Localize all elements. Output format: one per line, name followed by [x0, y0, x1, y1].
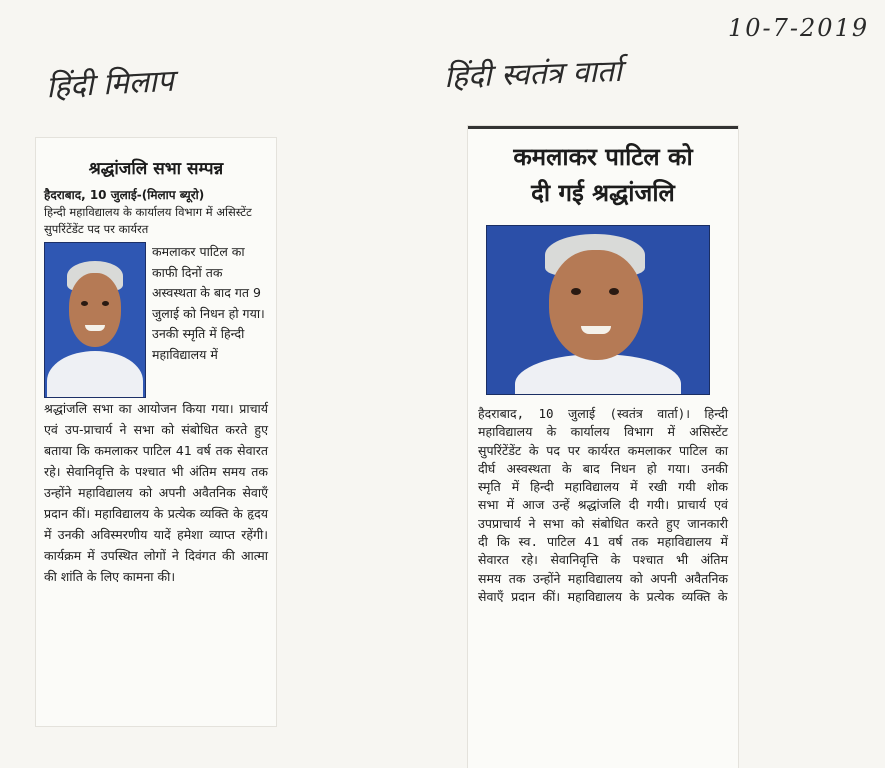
right-headline-line1: कमलाकर पाटिल को [513, 143, 693, 171]
left-dateline: हैदराबाद, 10 जुलाई-(मिलाप ब्यूरो) [44, 188, 205, 202]
handwritten-date: 10-7-2019 [728, 14, 870, 42]
left-intro-text: हिन्दी महाविद्यालय के कार्यालय विभाग में असिस्टेंट सुपरिंटेंडेंट पद पर कार्यरत [44, 205, 252, 236]
left-headline: श्रद्धांजलि सभा सम्पन्न [88, 159, 224, 179]
left-side-text: कमलाकर पाटिल का काफी दिनों तक अस्वस्थता के बाद गत 9 जुलाई को निधन हो गया। उनकी स्मृति में हिन्दी महाविद्यालय में [152, 244, 265, 362]
right-body-text: हैदराबाद, 10 जुलाई (स्वतंत्र वार्ता)। हिन्दी महाविद्यालय के कार्यालय विभाग में असिस्टेंट सुपरिंटेंडेंट के पद पर कार्यरत कमलाकर पाटिल का दीर्घ अस्वस्थता के बाद निधन हो गया। उनकी स्मृति में हिन्दी महाविद्यालय में रखी गयी शोक सभा में आज उन्हें श्रद्धांजलि दी गयी। प्राचार्य एवं उपप्राचार्य ने सभा को संबोधित करते हुए जानकारी दी कि स्व. पाटिल 41 वर्ष तक महाविद्यालय में सेवारत रहे। सेवानिवृत्ति के पश्चात भी अंतिम समय तक उन्होंने महाविद्यालय को अपनी अवैतनिक सेवाएँ प्रदान कीं। महाविद्यालय के प्रत्येक व्यक्ति के [478, 406, 728, 604]
handwritten-source-left: हिंदी मिलाप [45, 63, 175, 106]
left-news-clipping [36, 138, 276, 726]
handwritten-source-right: हिंदी स्वतंत्र वार्ता [443, 53, 623, 96]
left-photo-row [44, 242, 268, 398]
left-body-text: श्रद्धांजलि सभा का आयोजन किया गया। प्राचार्य एवं उप-प्राचार्य ने सभा को संबोधित करते हुए बताया कि कमलाकर पाटिल 41 वर्ष तक सेवारत रहे। सेवानिवृत्ति के पश्चात भी अंतिम समय तक उन्होंने महाविद्यालय को अपनी अवैतनिक सेवाएँ प्रदान कीं। महाविद्यालय के प्रत्येक व्यक्ति के हृदय में उनकी अविस्मरणीय यादें हमेशा व्याप्त रहेंगी। कार्यक्रम में उपस्थित लोगों ने दिवंगत की आत्मा की शांति के लिए कामना की। [44, 401, 268, 584]
right-news-clipping [468, 126, 738, 768]
right-headline [478, 139, 728, 211]
portrait-photo-left [44, 242, 146, 398]
portrait-photo-right [486, 225, 710, 395]
right-headline-line2: दी गई श्रद्धांजलि [531, 179, 675, 207]
